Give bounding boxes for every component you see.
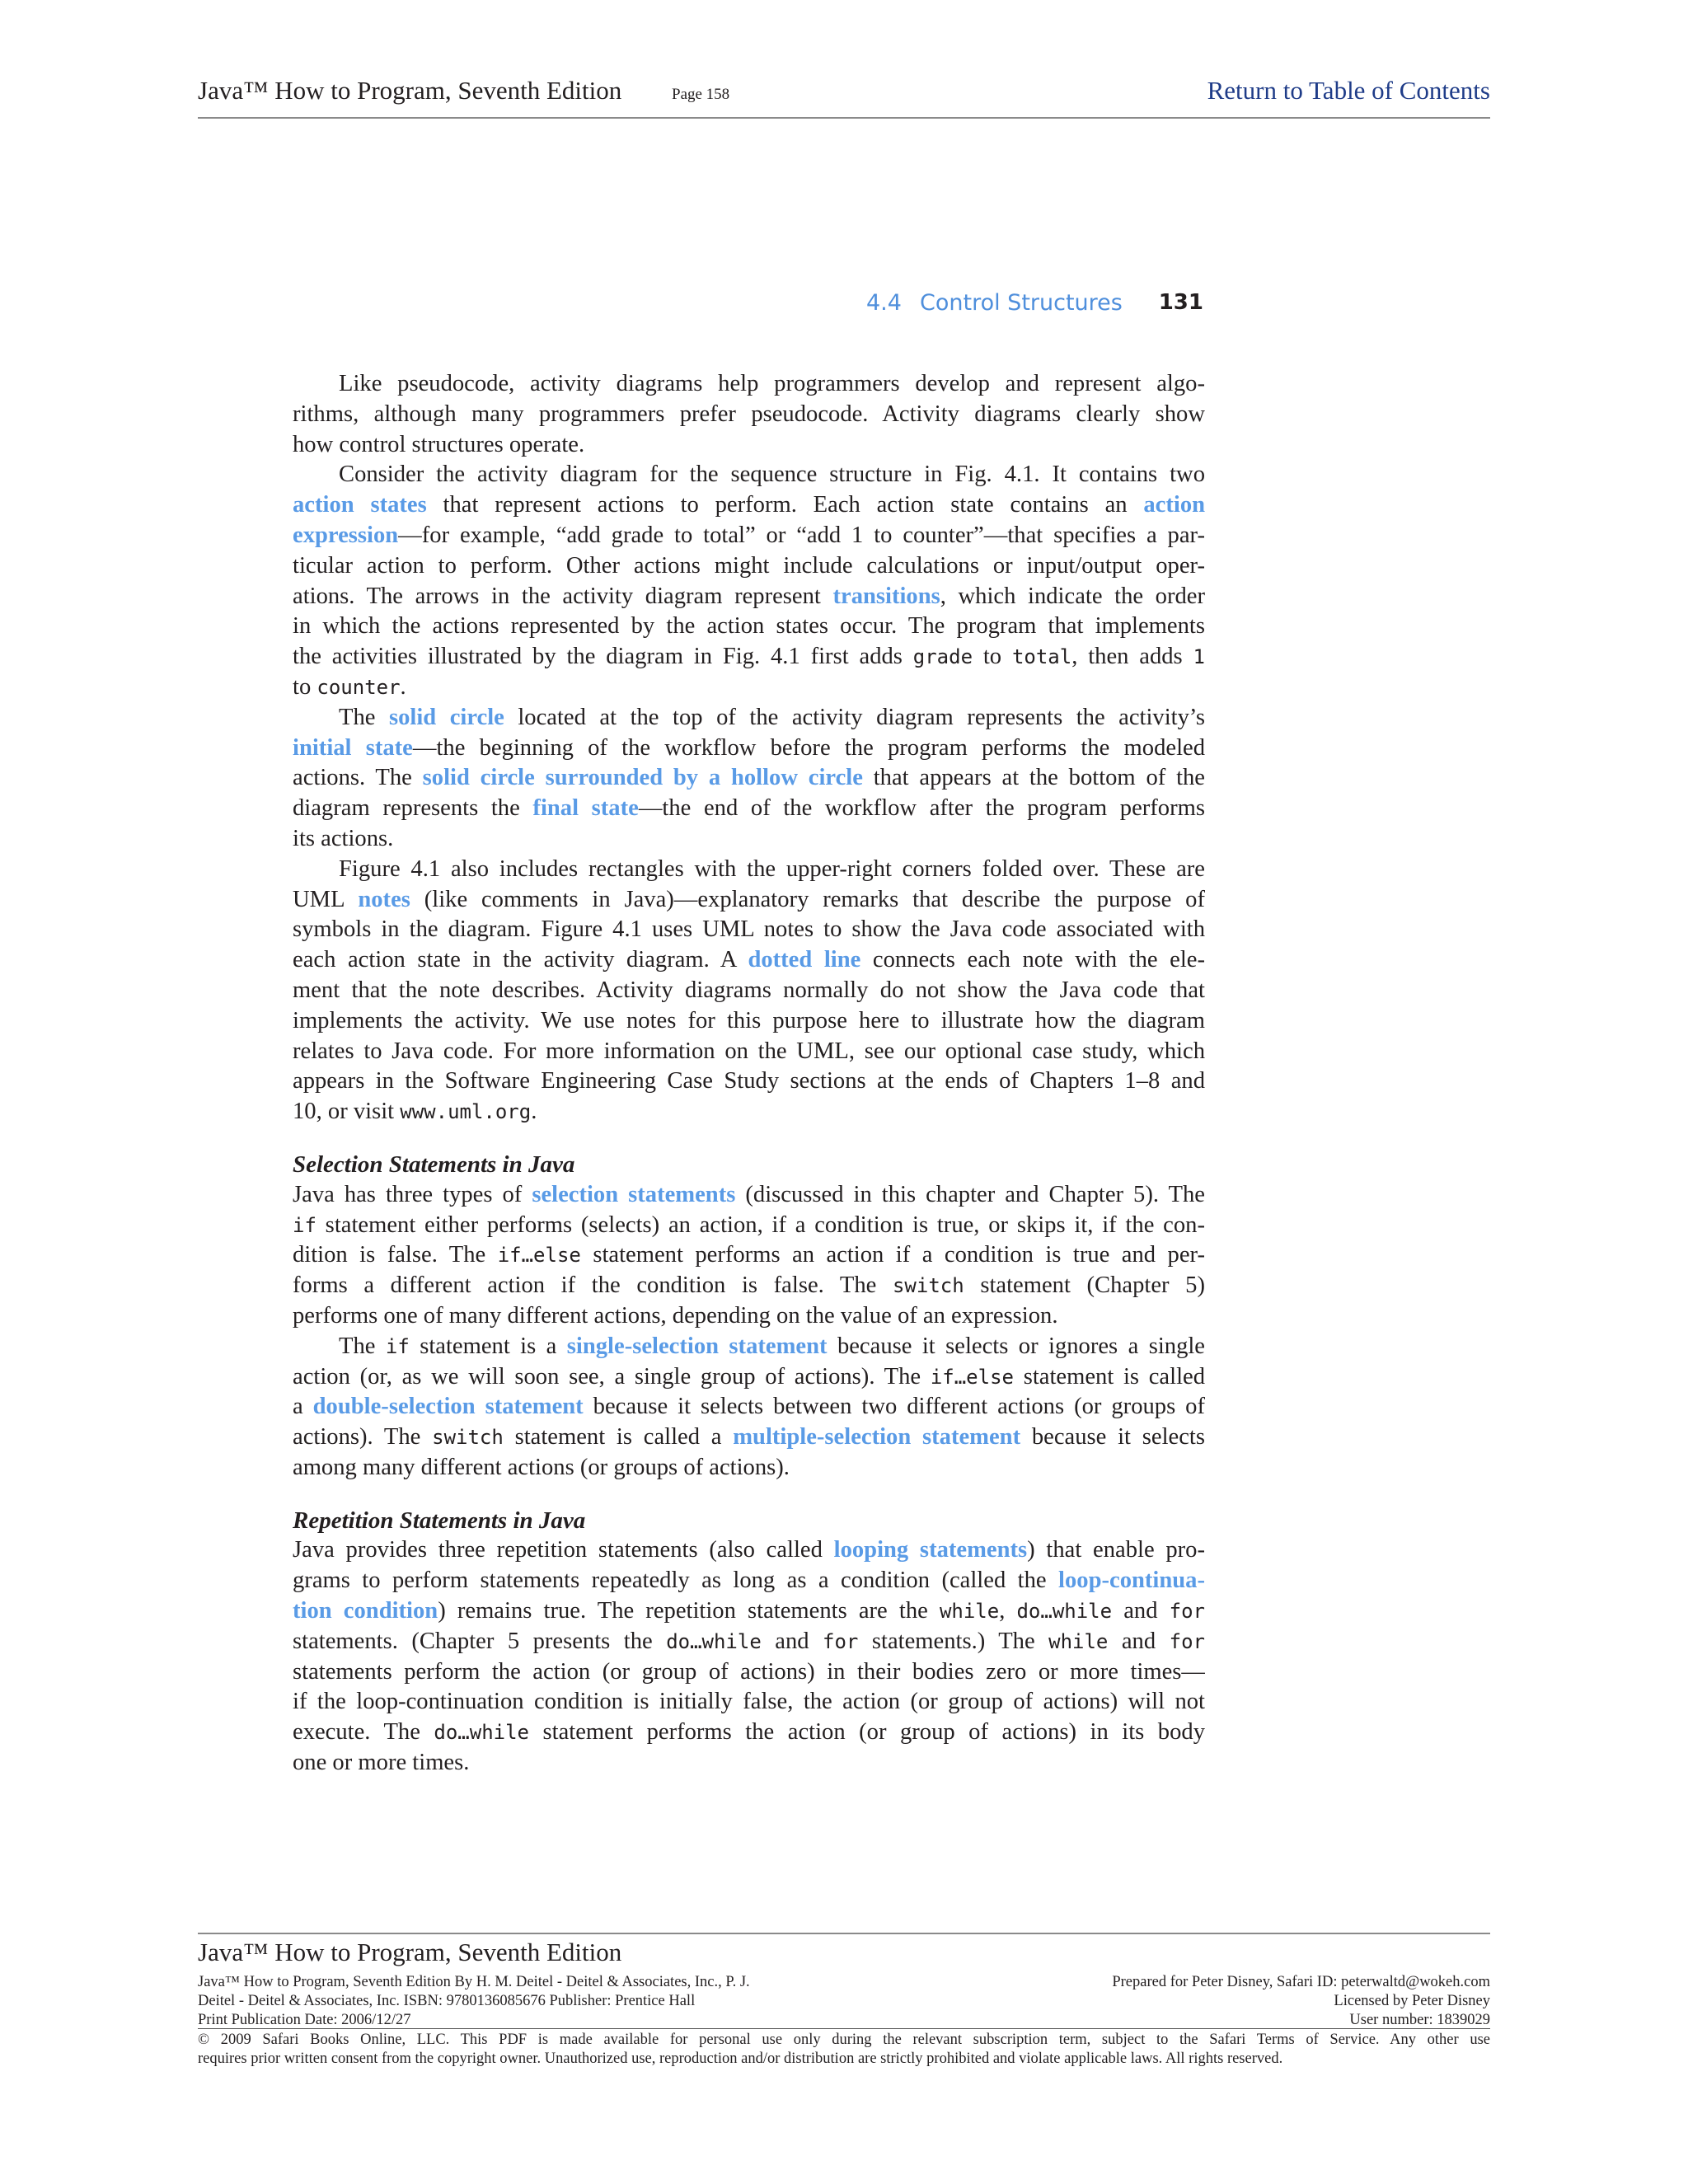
text-line: ticular action to perform. Other actions might include calculations or input/output oper- bbox=[293, 552, 1205, 579]
key-term: double-selection statement bbox=[312, 1394, 584, 1420]
header-book-title: Java™ How to Program, Seventh Edition bbox=[198, 76, 622, 105]
key-term: selection statements bbox=[532, 1181, 736, 1207]
code-term: while bbox=[939, 1600, 1000, 1624]
key-term: looping statements bbox=[833, 1537, 1028, 1563]
code-term: if bbox=[385, 1334, 410, 1358]
text-line: initial state—the beginning of the workflow before the program performs the modeled bbox=[293, 734, 1205, 761]
return-to-toc-link[interactable]: Return to Table of Contents bbox=[1207, 76, 1490, 105]
text-line: the activities illustrated by the diagram in Fig. 4.1 first adds grade to total, then adds 1 bbox=[293, 644, 1205, 670]
key-term: expression bbox=[293, 522, 399, 548]
text-line: ment that the note describes. Activity diagrams normally do not show the Java code that bbox=[293, 977, 1205, 1003]
text-line: action states that represent actions to perform. Each action state contains an action bbox=[293, 492, 1205, 518]
key-term: loop-continua- bbox=[1058, 1568, 1205, 1594]
text-line: Figure 4.1 also includes rectangles with the upper-right corners folded over. These are bbox=[339, 855, 1205, 882]
text-line: diagram represents the final state—the end of the workflow after the program performs bbox=[293, 795, 1205, 822]
code-term: switch bbox=[432, 1426, 504, 1450]
footer-divider bbox=[198, 1933, 1490, 1934]
text-line: appears in the Software Engineering Case Study sections at the ends of Chapters 1–8 and bbox=[293, 1068, 1205, 1094]
text-line: one or more times. bbox=[293, 1750, 470, 1776]
paragraph bbox=[293, 1180, 1205, 1332]
text-line: statements perform the action (or group of actions) in their bodies zero or more times— bbox=[293, 1658, 1205, 1685]
footer-book-title: Java™ How to Program, Seventh Edition bbox=[198, 1938, 622, 1966]
footer-user-number: User number: 1839029 bbox=[1349, 2012, 1490, 2028]
code-term: 1 bbox=[1193, 645, 1205, 669]
key-term: action bbox=[1143, 492, 1205, 518]
code-term: for bbox=[1169, 1629, 1205, 1653]
paragraph bbox=[293, 703, 1205, 855]
text-line: execute. The do…while statement performs the action (or group of actions) in its body bbox=[293, 1719, 1205, 1746]
footer-book-info: Java™ How to Program, Seventh Edition By H. M. Deitel - Deitel & Associates, Inc., P. J. bbox=[198, 1974, 750, 1990]
text-line: performs one of many different actions, depending on the value of an expression. bbox=[293, 1302, 1058, 1329]
text-line: 10, or visit www.uml.org. bbox=[293, 1099, 537, 1125]
text-line: its actions. bbox=[293, 825, 394, 851]
text-line: if statement either performs (selects) an action, if a condition is true, or skips it, if the con- bbox=[293, 1212, 1205, 1238]
text-line: action (or, as we will soon see, a single group of actions). The if…else statement is called bbox=[293, 1363, 1205, 1390]
text-line: how control structures operate. bbox=[293, 431, 585, 457]
page-footer bbox=[198, 1933, 1490, 2155]
paragraph bbox=[293, 855, 1205, 1127]
section-title: Control Structures bbox=[920, 290, 1123, 316]
text-line: to counter. bbox=[293, 673, 406, 700]
key-term: single-selection statement bbox=[566, 1333, 828, 1359]
page-header bbox=[198, 76, 1490, 119]
text-line: in which the actions represented by the action states occur. The program that implements bbox=[293, 613, 1205, 640]
key-term: multiple-selection statement bbox=[733, 1424, 1021, 1451]
code-term: switch bbox=[892, 1274, 964, 1298]
text-line: The if statement is a single-selection statement because it selects or ignores a single bbox=[339, 1333, 1205, 1359]
book-page-number: 131 bbox=[1158, 290, 1203, 315]
text-line: rithms, although many programmers prefer pseudocode. Activity diagrams clearly show bbox=[293, 401, 1205, 427]
code-term: if bbox=[293, 1213, 316, 1237]
text-line: implements the activity. We use notes for this purpose here to illustrate how the diagram bbox=[293, 1007, 1205, 1033]
key-term: solid circle bbox=[388, 704, 504, 730]
footer-divider bbox=[198, 2028, 1490, 2029]
code-term: while bbox=[1048, 1629, 1109, 1653]
paragraph bbox=[293, 460, 1205, 702]
text-line: The solid circle located at the top of the activity diagram represents the activity’s bbox=[339, 704, 1205, 730]
key-term: notes bbox=[358, 886, 410, 912]
code-term: if…else bbox=[930, 1365, 1014, 1389]
body-text bbox=[293, 369, 1205, 1779]
key-term: initial state bbox=[293, 734, 413, 761]
code-term: for bbox=[823, 1629, 859, 1653]
footer-copyright: requires prior written consent from the copyright owner. Unauthorized use, reproduction and/or distribution are strictly prohibited and violate applicable laws. All rights reserved. bbox=[198, 2050, 1283, 2067]
code-term: do…while bbox=[434, 1721, 529, 1745]
text-line: Like pseudocode, activity diagrams help programmers develop and represent algo- bbox=[339, 371, 1205, 396]
text-line: grams to perform statements repeatedly as long as a condition (called the loop-continua- bbox=[293, 1568, 1205, 1594]
key-term: transitions bbox=[832, 583, 940, 609]
paragraph bbox=[293, 369, 1205, 460]
text-line: UML notes (like comments in Java)—explanatory remarks that describe the purpose of bbox=[293, 886, 1205, 912]
footer-publication-date: Print Publication Date: 2006/12/27 bbox=[198, 2012, 411, 2028]
text-line: Java has three types of selection statements (discussed in this chapter and Chapter 5). The bbox=[293, 1181, 1205, 1207]
running-head bbox=[857, 290, 1203, 323]
footer-copyright: © 2009 Safari Books Online, LLC. This PDF is made available for personal use only during the relevant subscription term, subject to the Safari Terms of Service. Any other use bbox=[198, 2032, 1490, 2048]
text-line: a double-selection statement because it selects between two different actions (or groups of bbox=[293, 1394, 1205, 1420]
footer-license: Licensed by Peter Disney bbox=[1334, 1993, 1490, 2009]
code-term: www.uml.org bbox=[400, 1100, 532, 1124]
text-line: among many different actions (or groups of actions). bbox=[293, 1454, 790, 1480]
text-line: each action state in the activity diagram. A dotted line connects each note with the ele- bbox=[293, 947, 1205, 973]
text-line: actions). The switch statement is called a multiple-selection statement because it selects bbox=[293, 1424, 1205, 1451]
code-term: do…while bbox=[666, 1629, 762, 1653]
text-line: dition is false. The if…else statement performs an action if a condition is true and per- bbox=[293, 1242, 1205, 1268]
text-line: if the loop-continuation condition is initially false, the action (or group of actions) will not bbox=[293, 1689, 1205, 1715]
section-heading: Selection Statements in Java bbox=[293, 1151, 575, 1178]
text-line: ations. The arrows in the activity diagram represent transitions, which indicate the order bbox=[293, 583, 1205, 609]
section-heading: Repetition Statements in Java bbox=[293, 1507, 586, 1534]
text-line: forms a different action if the condition is false. The switch statement (Chapter 5) bbox=[293, 1272, 1205, 1299]
key-term: dotted line bbox=[748, 947, 861, 973]
code-term: total bbox=[1011, 645, 1072, 669]
text-line: symbols in the diagram. Figure 4.1 uses UML notes to show the Java code associated with bbox=[293, 916, 1205, 943]
paragraph bbox=[293, 1535, 1205, 1778]
code-term: do…while bbox=[1016, 1600, 1113, 1624]
key-term: tion condition bbox=[293, 1598, 438, 1624]
key-term: final state bbox=[532, 795, 639, 822]
text-line: Java provides three repetition statements (also called looping statements) that enable pro- bbox=[293, 1537, 1205, 1563]
key-term: solid circle surrounded by a hollow circle bbox=[422, 765, 863, 791]
text-line: actions. The solid circle surrounded by a hollow circle that appears at the bottom of the bbox=[293, 765, 1205, 791]
text-line: statements. (Chapter 5 presents the do…while and for statements.) The while and for bbox=[293, 1628, 1205, 1654]
code-term: if…else bbox=[497, 1244, 581, 1268]
header-page-label: Page 158 bbox=[672, 86, 730, 103]
code-term: counter bbox=[316, 675, 401, 699]
paragraph bbox=[293, 1332, 1205, 1483]
section-number: 4.4 bbox=[866, 290, 902, 316]
code-term: for bbox=[1169, 1600, 1205, 1624]
text-line: tion condition) remains true. The repetition statements are the while, do…while and for bbox=[293, 1598, 1205, 1624]
code-term: grade bbox=[912, 645, 973, 669]
footer-prepared-for: Prepared for Peter Disney, Safari ID: peterwaltd@wokeh.com bbox=[1112, 1974, 1490, 1990]
text-line: expression—for example, “add grade to total” or “add 1 to counter”—that specifies a par- bbox=[293, 522, 1205, 548]
key-term: action states bbox=[293, 492, 427, 518]
text-line: relates to Java code. For more information on the UML, see our optional case study, which bbox=[293, 1038, 1205, 1064]
text-line: Consider the activity diagram for the sequence structure in Fig. 4.1. It contains two bbox=[339, 462, 1205, 488]
footer-book-info: Deitel - Deitel & Associates, Inc. ISBN: 9780136085676 Publisher: Prentice Hall bbox=[198, 1993, 696, 2009]
